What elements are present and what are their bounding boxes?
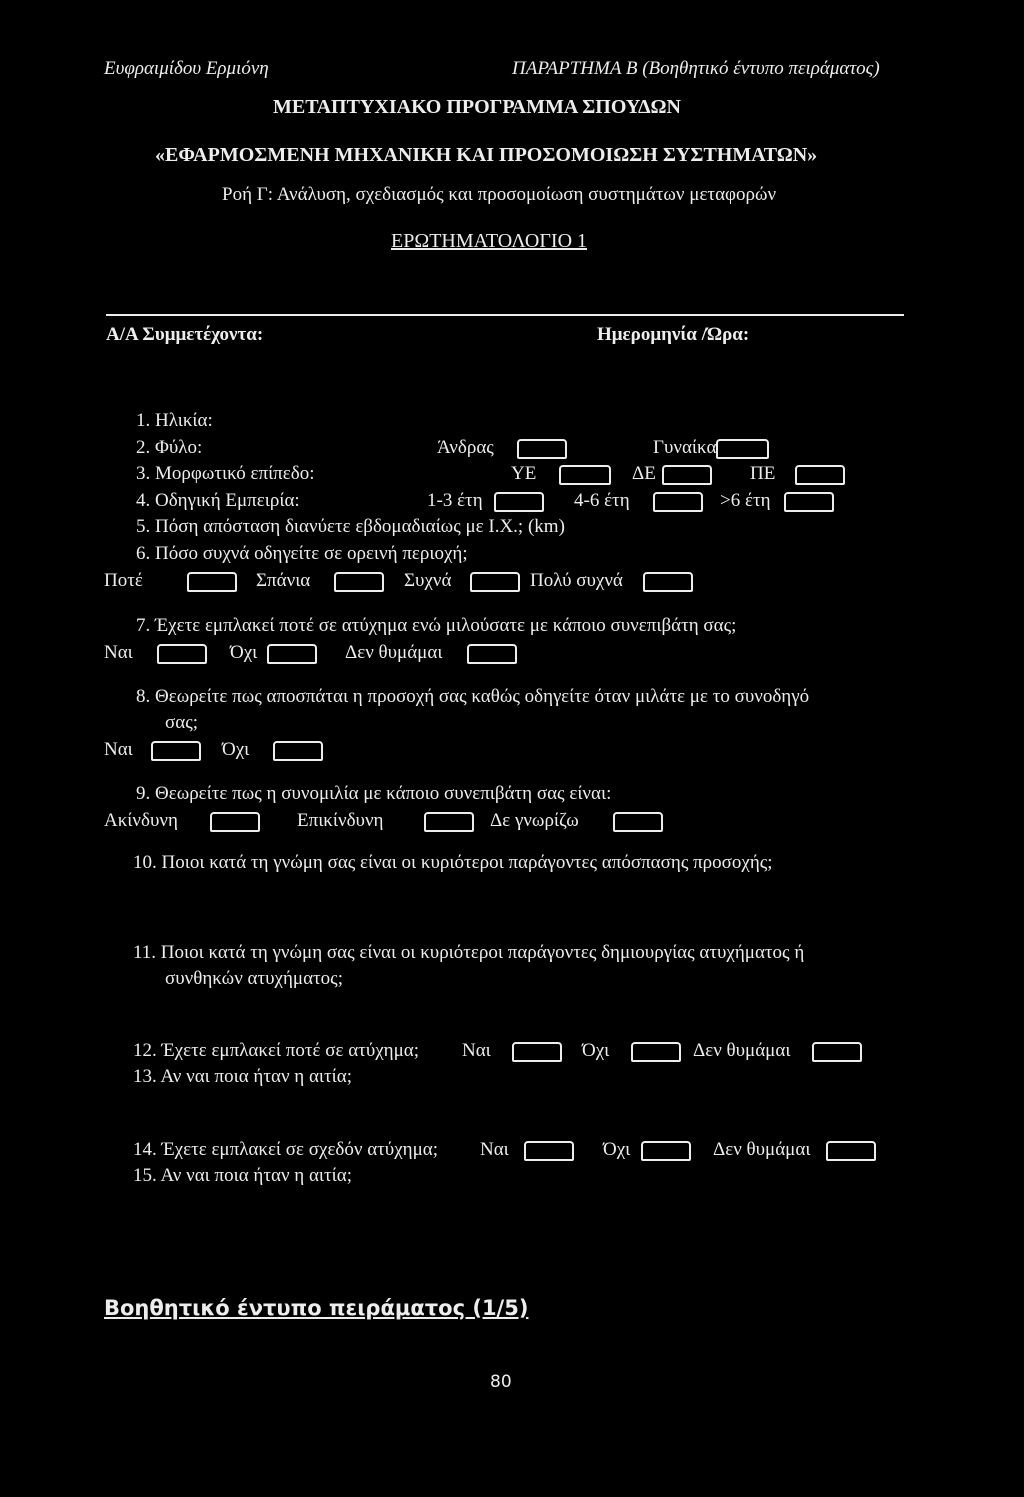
option-q12-dont-remember-label: Δεν θυμάμαι — [693, 1040, 791, 1061]
question-accident-cause: 13. Αν ναι ποια ήταν η αιτία; — [133, 1066, 353, 1087]
option-harmless-label: Ακίνδυνη — [104, 810, 178, 831]
checkbox-ye[interactable] — [559, 465, 611, 485]
option-q8-yes-label: Ναι — [104, 739, 133, 760]
option-q7-no-label: Όχι — [230, 642, 258, 663]
question-accident-factors: 11. Ποιοι κατά τη γνώμη σας είναι οι κυριότεροι παράγοντες δημιουργίας ατυχήματος ή — [133, 942, 805, 963]
option-1-3-years-label: 1-3 έτη — [427, 490, 483, 511]
question-distraction-factors: 10. Ποιοι κατά τη γνώμη σας είναι οι κυριότεροι παράγοντες απόσπασης προσοχής; — [133, 852, 773, 873]
option-dangerous-label: Επικίνδυνη — [297, 810, 384, 831]
questionnaire-title: ΕΡΩΤΗΜΑΤΟΛΟΓΙΟ 1 — [391, 230, 588, 252]
question-conversation-risk: 9. Θεωρείτε πως η συνομιλία με κάποιο συνεπιβάτη σας είναι: — [136, 783, 612, 804]
checkbox-q12-no[interactable] — [631, 1042, 681, 1062]
checkbox-very-often[interactable] — [643, 572, 693, 592]
option-q14-no-label: Όχι — [603, 1139, 631, 1160]
option-rarely-label: Σπάνια — [256, 570, 311, 591]
checkbox-q12-yes[interactable] — [512, 1042, 562, 1062]
question-near-accident: 14. Έχετε εμπλακεί σε σχεδόν ατύχημα; — [133, 1139, 439, 1160]
checkbox-q12-dont-remember[interactable] — [812, 1042, 862, 1062]
option-very-often-label: Πολύ συχνά — [530, 570, 623, 591]
stream-title: Ροή Γ: Ανάλυση, σχεδιασμός και προσομοίωση συστημάτων μεταφορών — [222, 184, 777, 205]
question-accident-ever: 12. Έχετε εμπλακεί ποτέ σε ατύχημα; — [133, 1040, 420, 1061]
program-name: «ΕΦΑΡΜΟΣΜΕΝΗ ΜΗΧΑΝΙΚΗ ΚΑΙ ΠΡΟΣΟΜΟΙΩΣΗ ΣΥΣΤΗΜΑΤΩΝ» — [155, 144, 818, 166]
option-dont-know-label: Δε γνωρίζω — [490, 810, 579, 831]
checkbox-dangerous[interactable] — [424, 812, 474, 832]
option-q14-dont-remember-label: Δεν θυμάμαι — [713, 1139, 811, 1160]
author-name: Ευφραιμίδου Ερμιόνη — [104, 58, 269, 79]
question-accident-talking: 7. Έχετε εμπλακεί ποτέ σε ατύχημα ενώ μιλούσατε με κάποιο συνεπιβάτη σας; — [136, 615, 737, 636]
checkbox-1-3-years[interactable] — [494, 492, 544, 512]
footer-title: Βοηθητικό έντυπο πειράματος (1/5) — [104, 1296, 529, 1320]
option-q8-no-label: Όχι — [222, 739, 250, 760]
header-rule — [106, 314, 904, 316]
page-number: 80 — [490, 1372, 512, 1392]
option-4-6-years-label: 4-6 έτη — [574, 490, 630, 511]
checkbox-q7-no[interactable] — [267, 644, 317, 664]
checkbox-over-6-years[interactable] — [784, 492, 834, 512]
option-ye-label: ΥΕ — [511, 463, 537, 484]
checkbox-female[interactable] — [716, 439, 769, 459]
participant-label: Α/Α Συμμετέχοντα: — [106, 324, 264, 345]
question-gender: 2. Φύλο: — [136, 437, 203, 458]
checkbox-q8-yes[interactable] — [151, 741, 201, 761]
checkbox-4-6-years[interactable] — [653, 492, 703, 512]
question-weekly-distance: 5. Πόση απόσταση διανύετε εβδομαδιαίως με Ι.Χ.; (km) — [136, 516, 565, 537]
question-mountain-driving: 6. Πόσο συχνά οδηγείτε σε ορεινή περιοχή; — [136, 543, 468, 564]
checkbox-q8-no[interactable] — [273, 741, 323, 761]
question-driving-experience: 4. Οδηγική Εμπειρία: — [136, 490, 300, 511]
checkbox-de[interactable] — [662, 465, 712, 485]
option-male-label: Άνδρας — [437, 437, 494, 458]
checkbox-q7-dont-remember[interactable] — [467, 644, 517, 664]
option-pe-label: ΠΕ — [750, 463, 776, 484]
option-q14-yes-label: Ναι — [480, 1139, 509, 1160]
checkbox-q14-dont-remember[interactable] — [826, 1141, 876, 1161]
checkbox-never[interactable] — [187, 572, 237, 592]
checkbox-often[interactable] — [470, 572, 520, 592]
option-over-6-years-label: >6 έτη — [720, 490, 771, 511]
option-q7-dont-remember-label: Δεν θυμάμαι — [345, 642, 443, 663]
checkbox-harmless[interactable] — [210, 812, 260, 832]
question-distraction-cont: σας; — [165, 712, 198, 733]
option-q12-yes-label: Ναι — [462, 1040, 491, 1061]
checkbox-q14-no[interactable] — [641, 1141, 691, 1161]
datetime-label: Ημερομηνία /Ώρα: — [597, 324, 750, 345]
checkbox-male[interactable] — [517, 439, 567, 459]
question-education: 3. Μορφωτικό επίπεδο: — [136, 463, 315, 484]
checkbox-dont-know[interactable] — [613, 812, 663, 832]
option-never-label: Ποτέ — [104, 570, 143, 591]
question-near-accident-cause: 15. Αν ναι ποια ήταν η αιτία; — [133, 1165, 353, 1186]
checkbox-pe[interactable] — [795, 465, 845, 485]
option-de-label: ΔΕ — [632, 463, 656, 484]
checkbox-q7-yes[interactable] — [157, 644, 207, 664]
option-often-label: Συχνά — [404, 570, 452, 591]
checkbox-rarely[interactable] — [334, 572, 384, 592]
option-q12-no-label: Όχι — [582, 1040, 610, 1061]
question-age: 1. Ηλικία: — [136, 410, 213, 431]
option-q7-yes-label: Ναι — [104, 642, 133, 663]
program-title: ΜΕΤΑΠΤΥΧΙΑΚΟ ΠΡΟΓΡΑΜΜΑ ΣΠΟΥΔΩΝ — [273, 96, 681, 118]
option-female-label: Γυναίκα — [653, 437, 717, 458]
question-accident-factors-cont: συνθηκών ατυχήματος; — [165, 968, 343, 989]
checkbox-q14-yes[interactable] — [524, 1141, 574, 1161]
question-distraction: 8. Θεωρείτε πως αποσπάται η προσοχή σας καθώς οδηγείτε όταν μιλάτε με το συνοδηγό — [136, 686, 810, 707]
appendix-label: ΠΑΡΑΡΤΗΜΑ Β (Βοηθητικό έντυπο πειράματος) — [512, 58, 880, 79]
